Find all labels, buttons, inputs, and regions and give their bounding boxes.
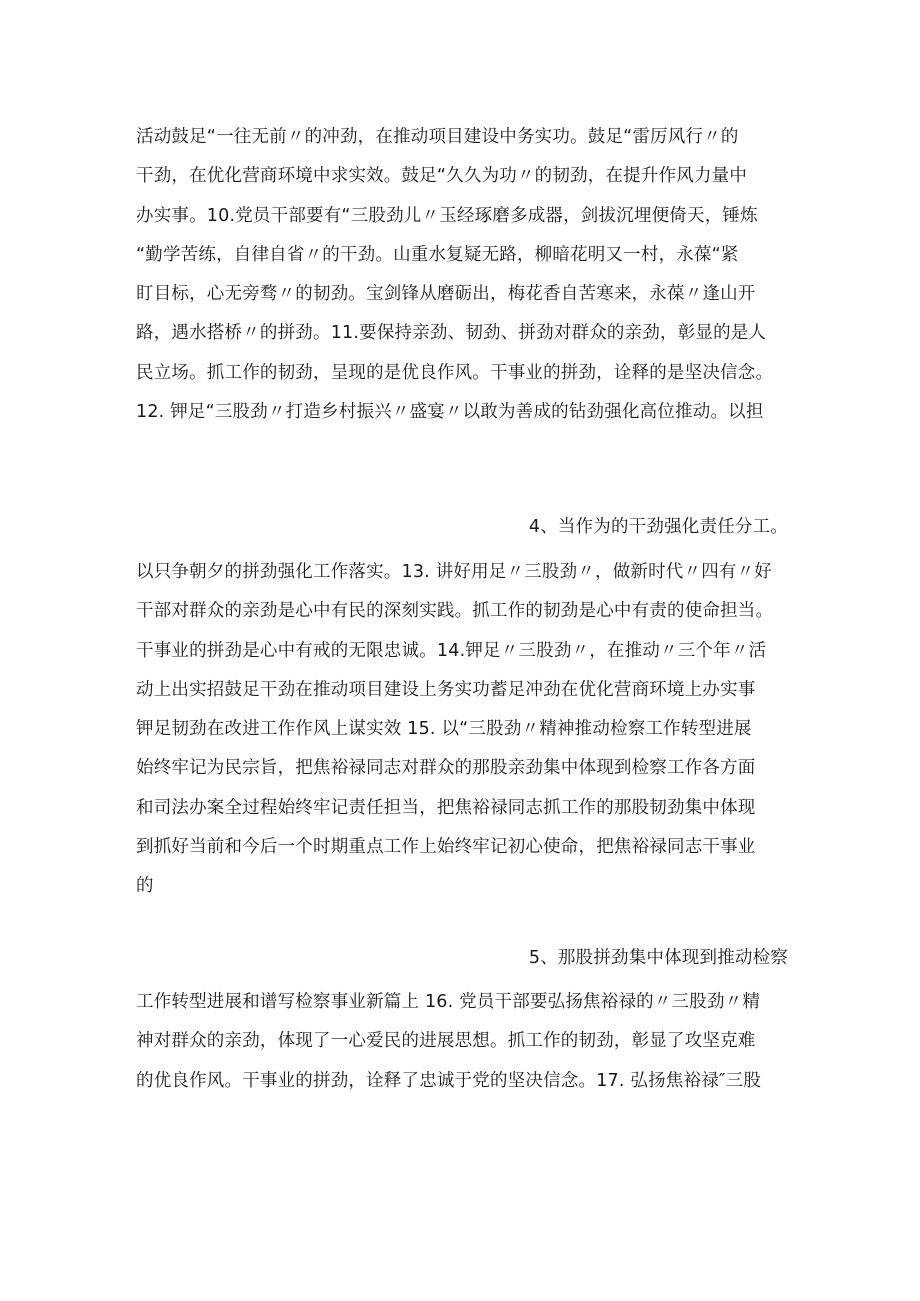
text-line: 民立场。抓工作的韧劲，呈现的是优良作风。干事业的拼劲，诠释的是坚决信念。	[136, 362, 774, 383]
text-line: 钾足韧劲在改进工作作风上谋实效 15. 以“三股劲〃精神推动检察工作转型进展	[136, 719, 752, 740]
text-line: 干事业的拼劲是心中有戒的无限忠诚。14.钾足〃三股劲〃，在推动〃三个年〃活	[136, 640, 767, 661]
text-line: 以只争朝夕的拼劲强化工作落实。13. 讲好用足〃三股劲〃，做新时代〃四有〃好	[136, 562, 772, 582]
text-line: 办实事。10.党员干部要有“三股劲儿〃玉经琢磨多成器，剑拔沉埋便倚天，锤炼	[136, 205, 758, 226]
text-line: 的优良作风。干事业的拼劲，诠释了忠诚于党的坚决信念。17. 弘扬焦裕禄″三股	[136, 1070, 762, 1091]
text-line: “勤学苦练，自律自省〃的干劲。山重水复疑无路，柳暗花明又一村，永葆“紧	[136, 244, 739, 265]
text-line: 神对群众的亲劲，体现了一心爱民的进展思想。抓工作的韧劲，彰显了攻坚克难	[136, 1031, 756, 1052]
section-heading-4	[136, 508, 796, 547]
paragraph-block-3	[136, 983, 796, 1101]
paragraph-block-2	[136, 553, 796, 907]
text-line: 动上出实招鼓足干劲在推动项目建设上务实功蓄足冲劲在优化营商环境上办实事	[136, 679, 756, 700]
text-line: 路，遇水搭桥〃的拼劲。11.要保持亲劲、韧劲、拼劲对群众的亲劲，彰显的是人	[136, 323, 767, 344]
text-line: 工作转型进展和谱写检察事业新篇上 16. 党员干部要弘扬焦裕禄的〃三股劲〃精	[136, 992, 761, 1012]
text-line: 到抓好当前和今后一个时期重点工作上始终牢记初心使命，把焦裕禄同志干事业	[136, 837, 756, 858]
text-line: 始终牢记为民宗旨，把焦裕禄同志对群众的那股亲劲集中体现到检察工作各方面	[136, 758, 756, 779]
text-line: 盯目标，心无旁骛〃的韧劲。宝剑锋从磨砺出，梅花香自苦寒来，永葆〃逢山开	[136, 284, 756, 305]
section-heading-5	[136, 939, 796, 978]
text-line: 12. 钾足“三股劲〃打造乡村振兴〃盛宴〃以敢为善成的钻劲强化高位推动。以担	[136, 402, 764, 423]
text-line: 干劲，在优化营商环境中求实效。鼓足“久久为功〃的韧劲，在提升作风力量中	[136, 166, 748, 187]
text-line: 活动鼓足“一往无前〃的冲劲，在推动项目建设中务实功。鼓足“雷厉风行〃的	[136, 127, 739, 147]
text-line: 的	[136, 876, 154, 897]
heading-line: 5、那股拼劲集中体现到推动检察	[528, 948, 788, 968]
text-line: 和司法办案全过程始终牢记责任担当，把焦裕禄同志抓工作的那股韧劲集中体现	[136, 797, 756, 818]
text-line: 干部对群众的亲劲是心中有民的深刻实践。抓工作的韧劲是心中有责的使命担当。	[136, 601, 774, 622]
paragraph-block-1	[136, 118, 796, 432]
heading-line: 4、当作为的干劲强化责任分工。	[528, 517, 788, 537]
